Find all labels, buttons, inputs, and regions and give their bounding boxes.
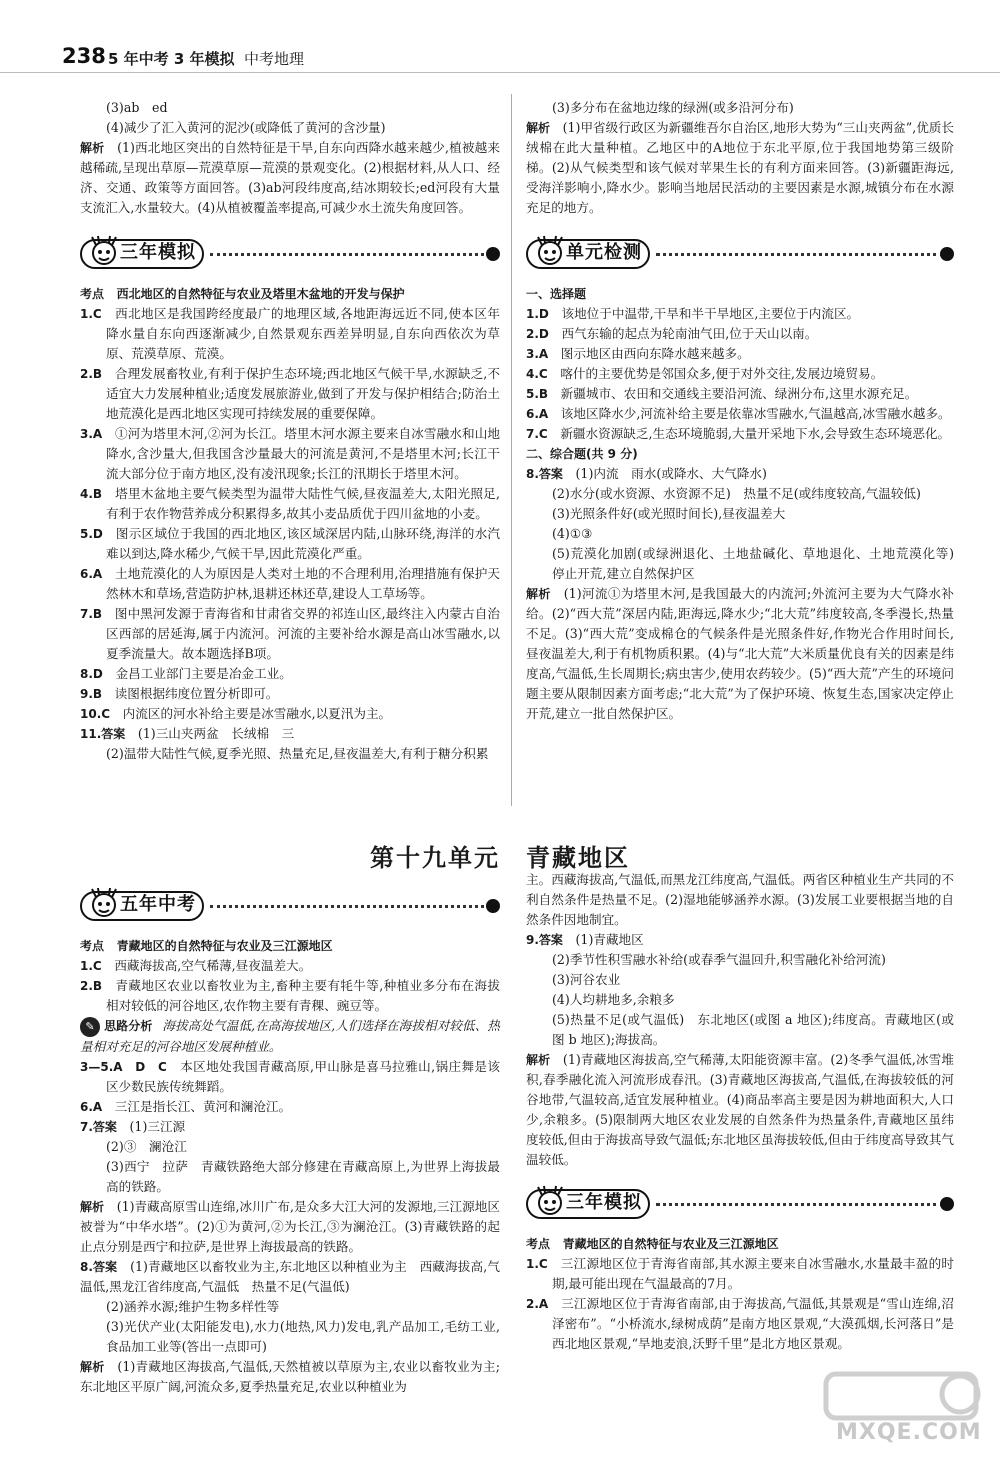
answer-number: 2.A xyxy=(526,1297,549,1311)
answer-item xyxy=(526,1294,954,1354)
answer-text: 该地区降水少,河流补给主要是依靠冰雪融水,气温越高,冰雪融水越多。 xyxy=(560,406,951,421)
unit-name: 青藏地区 xyxy=(526,844,630,872)
section-title: 五年中考 xyxy=(120,894,196,915)
answer-label: 8.答案 xyxy=(80,1259,118,1274)
analysis-label: 解析 xyxy=(526,587,551,601)
tip-text: 海拔高处气温低,在高海拔地区,人们选择在海拔相对较低、热量相对充足的河谷地区发展种植业。 xyxy=(80,1018,500,1054)
unit-number: 第十九单元 xyxy=(370,844,500,872)
answer-item xyxy=(526,384,954,404)
answer-item xyxy=(80,684,500,704)
answer-list xyxy=(80,956,500,1016)
point-label: 考点 xyxy=(526,1237,551,1251)
answer-line: (3)光伏产业(太阳能发电),水力(地热,风力)发电,乳产品加工,毛纺工业,食品加工业等(答出一点即可) xyxy=(106,1318,500,1354)
column-divider xyxy=(511,94,512,806)
answer-item xyxy=(526,324,954,344)
answer-line: (5)荒漠化加剧(或绿洲退化、土地盐碱化、草地退化、土地荒漠化等) 停止开荒,建立自然保护区 xyxy=(552,546,967,581)
tip-block xyxy=(80,1016,500,1057)
analysis-label: 解析 xyxy=(526,1053,551,1067)
answer-item xyxy=(80,956,500,976)
watermark-text: MXQE.COM xyxy=(836,1420,982,1445)
answer-text: 新疆城市、农田和交通线主要沿河流、绿洲分布,这里水源充足。 xyxy=(560,386,918,401)
right-column-top xyxy=(526,98,967,724)
answer-text: 该地位于中温带,干旱和半干旱地区,主要位于内流区。 xyxy=(561,306,860,321)
answer-item xyxy=(80,704,500,724)
header-rule xyxy=(0,72,1000,73)
answer-line: (4)人均耕地多,余粮多 xyxy=(552,992,675,1007)
answer-number: 3.A xyxy=(526,347,549,361)
analysis-text: (1)青藏地区海拔高,气温低,天然植被以草原为主,农业以畜牧业为主;东北地区平原广阔,河流众多,夏季热量充足,农业以种植业为 xyxy=(80,1358,500,1394)
answer-number: 9.B xyxy=(80,687,103,701)
analysis-continued: 主。西藏海拔高,气温低,而黑龙江纬度高,气温低。两省区种植业生产共同的不利自然条件是热量不足。(2)湿地能够涵养水源。(3)发展工业要根据当地的自然条件因地制宜。 xyxy=(526,872,954,927)
answer-item xyxy=(80,424,500,484)
answer-list xyxy=(526,304,954,444)
answer-text: 本区地处我国青藏高原,甲山脉是喜马拉雅山,锅庄舞是该区少数民族传统舞蹈。 xyxy=(106,1058,500,1094)
answer-text: 青藏地区农业以畜牧业为主,畜种主要有牦牛等,种植业多分布在海拔相对较低的河谷地区,农作物主要有青稞、豌豆等。 xyxy=(106,978,500,1013)
answer-text: 西北地区是我国跨经度最广的地理区域,各地距海远近不同,使本区年降水量自东向西逐渐减少,自然景观东西差异明显,自东向西依次为草原、荒漠草原、荒漠。 xyxy=(106,306,500,361)
answer-number: 2.B xyxy=(80,367,103,381)
answer-item xyxy=(80,524,500,564)
answer-line: (2)季节性积雪融水补给(或春季气温回升,积雪融化补给河流) xyxy=(552,952,886,967)
answer-number: 6.A xyxy=(80,1099,103,1114)
cartoon-mascot-icon xyxy=(88,235,120,271)
answer-number: 5.B xyxy=(526,387,549,401)
answer-number: 4.C xyxy=(526,367,548,381)
analysis-label: 解析 xyxy=(80,141,105,155)
answer-line: (3)多分布在盆地边缘的绿洲(或多沿河分布) xyxy=(552,100,794,115)
answer-item xyxy=(526,304,954,324)
answer-text: 新疆水资源缺乏,生态环境脆弱,大量开采地下水,会导致生态环境恶化。 xyxy=(560,426,951,441)
answer-text: 读图根据纬度位置分析即可。 xyxy=(114,686,279,701)
analysis-text: (1)河流①为塔里木河,是我国最大的内流河;外流河主要为大气降水补给。(2)“西大荒”深居内陆,距海远,降水少;“北大荒”纬度较高,冬季漫长,热量不足。(3)“西大荒”变成棉仓的气候条件是光照条件好,作物光合作用时间长,昼夜温差大,利于有机物质积累。(4)与“北大荒”大米质量优良有关的因素是纬度高,气温低,生长周期长;病虫害少,使用农药较少。(5)“西大荒”产生的环境问题主要从限制因素方面考虑;“北大荒”为了保护环境、恢复生态,国家决定停止开荒,建立一批自然保护区。 xyxy=(526,586,954,721)
analysis-text: (1)西北地区突出的自然特征是干旱,自东向西降水越来越少,植被越来越稀疏,呈现出草原—荒漠草原—荒漠的景观变化。(2)根据材料,从人口、经济、交通、政策等方面回答。(3)ab河段纬度高,结冰期较长;ed河段有大量支流汇入,水量较大。(4)从植被覆盖率提高,可减少水土流失角度回答。 xyxy=(80,140,500,215)
answer-number: 8.D xyxy=(80,667,103,681)
analysis-label: 解析 xyxy=(80,1199,105,1214)
section-banner-unit-test xyxy=(526,236,954,274)
answer-number: 7.B xyxy=(80,607,103,621)
banner-frame xyxy=(526,1189,650,1219)
answer-number: 1.D xyxy=(526,307,549,321)
section-banner-three-year xyxy=(80,236,500,274)
answer-number: 10.C xyxy=(80,707,111,721)
dotted-rule xyxy=(210,253,490,256)
answer-text: ①河为塔里木河,②河为长江。塔里木河水源主要来自冰雪融水和山地降水,含沙量大,但我国含沙量最大的河流是黄河,不是塔里木河;长江干流大部分位于南方地区,没有凌汛现象;长江的汛期长于塔里木河。 xyxy=(106,426,500,481)
point-label: 考点 xyxy=(80,939,105,953)
answer-line: (1)三山夹两盆 长绒棉 三 xyxy=(137,726,295,741)
answer-text: 土地荒漠化的人为原因是人类对土地的不合理利用,治理措施有保护天然林木和草场,营造防护林,退耕还林还草,建设人工草场等。 xyxy=(106,566,500,601)
answer-list xyxy=(526,1254,954,1354)
answer-item xyxy=(80,976,500,1016)
section-banner-five-year xyxy=(80,888,500,926)
analysis-text: (1)青藏地区海拔高,空气稀薄,太阳能资源丰富。(2)冬季气温低,冰雪堆积,春季融化流入河流形成春汛。(3)青藏地区海拔高,气温低,在海拔较低的河谷地带,气温较高,适宜发展种植业。(4)商品率高主要是因为耕地面积大,人口少,余粮多。(5)限制两大地区农业发展的自然条件为热量条件,青藏地区虽纬度较低,但由于海拔高导致气温低;东北地区虽海拔较低,但由于纬度高导致其气温较低。 xyxy=(526,1052,954,1167)
answer-text: 图示区域位于我国的西北地区,该区域深居内陆,山脉环绕,海洋的水汽难以到达,降水稀少,气候干旱,因此荒漠化严重。 xyxy=(106,526,501,561)
answer-text: 合理发展畜牧业,有利于保护生态环境;西北地区气候干旱,水源缺乏,不适宜大力发展种植业;适度发展旅游业,做到了开发与保护相结合;防治土地荒漠化是西北地区实现可持续发展的重要保障。 xyxy=(106,366,500,421)
answer-line: (1)三江源 xyxy=(129,1118,186,1134)
answer-line: (1)青藏地区 xyxy=(575,932,644,947)
answer-number: 6.A xyxy=(526,407,549,421)
rule-end-dot xyxy=(486,899,500,913)
answer-text: 图中黑河发源于青海省和甘肃省交界的祁连山区,最终注入内蒙古自治区西部的居延海,属于内流河。河流的主要补给水源是高山冰雪融水,以夏季流量大。故本题选择B项。 xyxy=(106,606,501,661)
answer-line: (4)①③ xyxy=(552,526,593,541)
answer-line: (2)涵养水源;维护生物多样性等 xyxy=(106,1298,280,1314)
answer-text: 西气东输的起点为轮南油气田,位于天山以南。 xyxy=(561,326,818,341)
answer-text: 金昌工业部门主要是冶金工业。 xyxy=(115,666,292,681)
answer-list xyxy=(80,304,500,724)
rule-end-dot xyxy=(940,1197,954,1211)
answer-item xyxy=(526,424,954,444)
point-title: 青藏地区的自然特征与农业及三江源地区 xyxy=(562,1237,779,1251)
answer-text: 西藏海拔高,空气稀薄,昼夜温差大。 xyxy=(114,958,312,973)
subject-title: 中考地理 xyxy=(244,50,305,68)
answer-item xyxy=(526,344,954,364)
answer-number: 1.C xyxy=(526,1257,548,1271)
answer-line: (3)河谷农业 xyxy=(552,972,621,987)
answer-text: 塔里木盆地主要气候类型为温带大陆性气候,昼夜温差大,太阳光照足,有利于农作物营养成分积累得多,故其小麦品质优于四川盆地的小麦。 xyxy=(106,486,501,521)
answer-item xyxy=(80,364,500,424)
answer-label: 7.答案 xyxy=(80,1119,117,1134)
answer-number: 3.A xyxy=(80,427,103,441)
section-title: 单元检测 xyxy=(566,242,642,263)
answer-line: (3)西宁 拉萨 青藏铁路绝大部分修建在青藏高原上,为世界上海拔最高的铁路。 xyxy=(106,1158,500,1194)
answer-text: 三江源地区位于青海省南部,由于海拔高,气温低,其景观是“雪山连绵,沼泽密布”。“小桥流水,绿树成荫”是南方地区景观,“大漠孤烟,长河落日”是西北地区景观,“旱地麦浪,沃野千里”是北方地区景观。 xyxy=(552,1296,955,1351)
part-title: 二、综合题(共 9 分) xyxy=(526,447,638,461)
answer-line: (2)温带大陆性气候,夏季光照、热量充足,昼夜温差大,有利于糖分积累 xyxy=(106,746,489,761)
banner-frame xyxy=(526,239,650,269)
answer-item xyxy=(80,484,500,524)
answer-item xyxy=(80,1057,500,1097)
left-column-bottom xyxy=(80,880,500,1397)
answer-text: 三江是指长江、黄河和澜沧江。 xyxy=(114,1098,292,1114)
dotted-rule xyxy=(656,253,944,256)
answer-label: 8.答案 xyxy=(526,467,563,481)
answer-item xyxy=(526,364,954,384)
answer-line: (1)内流 雨水(或降水、大气降水) xyxy=(575,466,767,481)
analysis-text: (1)青藏高原雪山连绵,冰川广布,是众多大江大河的发源地,三江源地区被誉为“中华水塔”。(2)①为黄河,②为长江,③为澜沧江。(3)青藏铁路的起止点分别是西宁和拉萨,是世界上海拔最高的铁路。 xyxy=(80,1198,500,1254)
pencil-icon: ✎ xyxy=(80,1017,100,1037)
banner-frame xyxy=(80,239,204,269)
book-series-title: 5 年中考 3 年模拟 xyxy=(108,50,235,68)
answer-number: 5.D xyxy=(80,527,103,541)
section-title: 三年模拟 xyxy=(566,1192,642,1213)
answer-item xyxy=(80,604,500,664)
section-title: 三年模拟 xyxy=(120,242,196,263)
answer-text: 图示地区由西向东降水越来越多。 xyxy=(560,346,750,361)
cartoon-mascot-icon xyxy=(534,1185,566,1221)
page-header xyxy=(0,0,1000,78)
rule-end-dot xyxy=(486,247,500,261)
answer-number: 7.C xyxy=(526,427,548,441)
answer-label: 9.答案 xyxy=(526,933,563,947)
answer-item xyxy=(80,1097,500,1117)
answer-number: 2.B xyxy=(80,979,103,993)
banner-frame xyxy=(80,891,204,921)
section-banner-three-year-2 xyxy=(526,1186,954,1224)
unit-title xyxy=(0,838,1000,873)
answer-text: 内流区的河水补给主要是冰雪融水,以夏汛为主。 xyxy=(122,706,392,721)
answer-line: (2)③ 澜沧江 xyxy=(106,1138,187,1154)
point-title: 青藏地区的自然特征与农业及三江源地区 xyxy=(116,939,333,953)
answer-label: 11.答案 xyxy=(80,727,126,741)
cartoon-mascot-icon xyxy=(534,235,566,271)
answer-item xyxy=(526,1254,954,1294)
dotted-rule xyxy=(656,1203,944,1206)
answer-number: 2.D xyxy=(526,327,549,341)
rule-end-dot xyxy=(940,247,954,261)
tip-label: 思路分析 xyxy=(104,1019,153,1033)
answer-text: 喀什的主要优势是邻国众多,便于对外交往,发展边境贸易。 xyxy=(560,366,884,381)
page-number: 238 xyxy=(62,44,106,68)
answer-list xyxy=(80,1057,500,1117)
answer-line: (1)青藏地区以畜牧业为主,东北地区以种植业为主 西藏海拔高,气温低,黑龙江省纬度高,气温低 热量不足(气温低) xyxy=(80,1258,500,1294)
analysis-label: 解析 xyxy=(80,1359,105,1374)
answer-number: 1.C xyxy=(80,307,102,321)
answer-number: 6.A xyxy=(80,567,103,581)
answer-item xyxy=(80,304,500,364)
answer-line: (5)热量不足(或气温低) 东北地区(或图 a 地区);纬度高。青藏地区(或图 b 地区);海拔高。 xyxy=(552,1012,954,1047)
answer-line: (4)减少了汇入黄河的泥沙(或降低了黄河的含沙量) xyxy=(106,120,386,135)
answer-line: (2)水分(或水资源、水资源不足) 热量不足(或纬度较高,气温较低) xyxy=(552,486,921,501)
answer-item xyxy=(80,564,500,604)
dotted-rule xyxy=(210,905,490,908)
cartoon-mascot-icon xyxy=(88,887,120,923)
part-title: 一、选择题 xyxy=(526,287,587,301)
answer-number: 3—5.A D C xyxy=(80,1059,167,1074)
answer-number: 4.B xyxy=(80,487,103,501)
answer-item xyxy=(80,664,500,684)
point-label: 考点 xyxy=(80,287,105,301)
analysis-label: 解析 xyxy=(526,121,551,135)
answer-line: (3)光照条件好(或光照时间长),昼夜温差大 xyxy=(552,506,786,521)
analysis-text: (1)甲省级行政区为新疆维吾尔自治区,地形大势为“三山夹两盆”,优质长绒棉在此大量种植。乙地区中的A地位于东北平原,位于我国地势第三级阶梯。(2)从气候类型和该气候对苹果生长的有利方面来回答。(3)新疆距海远,受海洋影响小,降水少。影响当地居民活动的主要因素是水源,城镇分布在水源充足的地方。 xyxy=(526,120,955,215)
answer-number: 1.C xyxy=(80,959,102,973)
answer-text: 三江源地区位于青海省南部,其水源主要来自冰雪融水,水量最丰盈的时期,最可能出现在气温最高的7月。 xyxy=(552,1256,954,1291)
point-title: 西北地区的自然特征与农业及塔里木盆地的开发与保护 xyxy=(116,287,405,301)
left-column-top xyxy=(80,98,500,764)
answer-item xyxy=(526,404,954,424)
answer-line: (3)ab ed xyxy=(106,100,168,115)
right-column-bottom xyxy=(526,870,954,1354)
